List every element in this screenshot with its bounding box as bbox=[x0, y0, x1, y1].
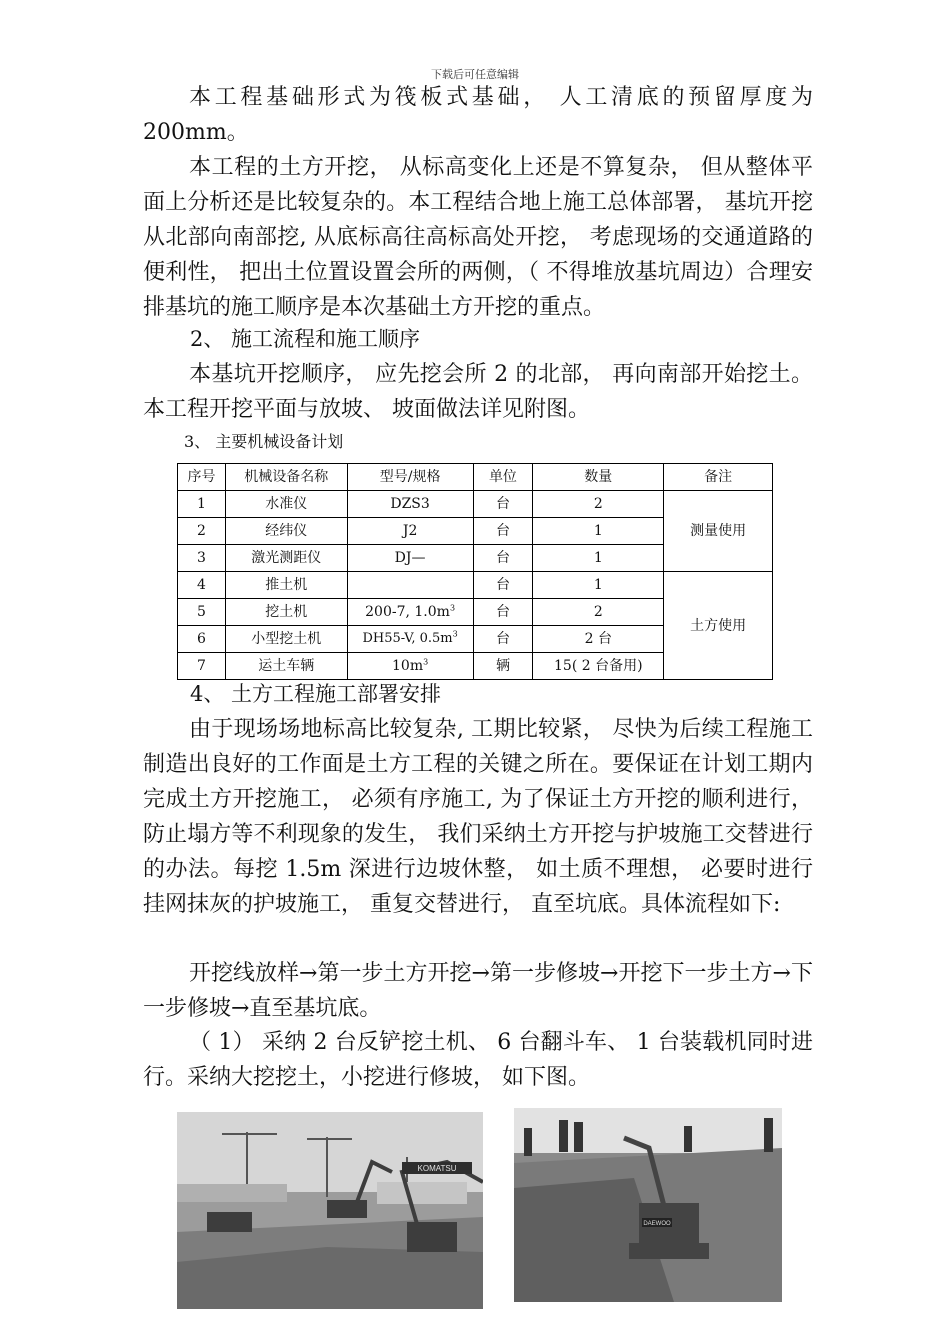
cell-model: J2 bbox=[347, 518, 473, 545]
cell-name: 水准仪 bbox=[225, 491, 347, 518]
paragraph-process-flow: 开挖线放样→第一步土方开挖→第一步修坡→开挖下一步土方→下一步修坡→直至基坑底。 bbox=[143, 961, 813, 1021]
col-header-no: 序号 bbox=[178, 464, 226, 491]
cell-remark-earthwork: 土方使用 bbox=[664, 572, 773, 680]
cell-name: 激光测距仪 bbox=[225, 545, 347, 572]
cell-qty: 2 bbox=[533, 599, 664, 626]
cell-no: 2 bbox=[178, 518, 226, 545]
paragraph-excavation-order: 本基坑开挖顺序， 应先挖会所 2 的北部， 再向南部开始挖土。本工程开挖平面与放坡、 坡面做法详见附图。 bbox=[143, 362, 813, 422]
heading-earthwork-deployment: 4、 土方工程施工部署安排 bbox=[190, 682, 442, 706]
table-row bbox=[178, 572, 773, 599]
cell-no: 5 bbox=[178, 599, 226, 626]
cell-no: 7 bbox=[178, 653, 226, 680]
cell-unit: 台 bbox=[473, 545, 533, 572]
col-header-unit: 单位 bbox=[473, 464, 533, 491]
cell-name: 经纬仪 bbox=[225, 518, 347, 545]
col-header-remark: 备注 bbox=[664, 464, 773, 491]
cell-unit: 辆 bbox=[473, 653, 533, 680]
cell-model: 200-7, $1.0m^3$ bbox=[347, 599, 473, 626]
daewoo-logo: DAEWOO bbox=[643, 1221, 671, 1227]
cell-no: 1 bbox=[178, 491, 226, 518]
cell-model: DZS3 bbox=[347, 491, 473, 518]
cell-model bbox=[347, 572, 473, 599]
cell-qty: 1 bbox=[533, 545, 664, 572]
cell-no: 3 bbox=[178, 545, 226, 572]
paragraph-foundation: 本工程基础形式为筏板式基础， 人工清底的预留厚度为200mm。 bbox=[143, 85, 813, 145]
cell-qty: 1 bbox=[533, 518, 664, 545]
cell-qty: 1 bbox=[533, 572, 664, 599]
cell-qty: 2 台 bbox=[533, 626, 664, 653]
cell-unit: 台 bbox=[473, 626, 533, 653]
page-header: 下载后可任意编辑 bbox=[431, 68, 519, 81]
cell-name: 运土车辆 bbox=[225, 653, 347, 680]
cell-unit: 台 bbox=[473, 491, 533, 518]
cell-unit: 台 bbox=[473, 518, 533, 545]
cell-name: 挖土机 bbox=[225, 599, 347, 626]
cell-model: DH55-V, $0.5m^3$ bbox=[347, 626, 473, 653]
cell-name: 推土机 bbox=[225, 572, 347, 599]
excavation-site-photo-right bbox=[514, 1108, 782, 1302]
table-row bbox=[178, 491, 773, 518]
cell-qty: 15( 2 台备用) bbox=[533, 653, 664, 680]
paragraph-excavation-overview: 本工程的土方开挖， 从标高变化上还是不算复杂， 但从整体平面上分析还是比较复杂的。本工程结合地上施工总体部署， 基坑开挖从北部向南部挖, 从底标高往高标高处开挖， 考虑现场的交通道路的便利性， 把出土位置设置会所的两侧，（ 不得堆放基坑周边）合理安排基坑的施工顺序是本次基础土方开挖的重点。 bbox=[143, 155, 813, 320]
col-header-name: 机械设备名称 bbox=[225, 464, 347, 491]
cell-qty: 2 bbox=[533, 491, 664, 518]
cell-name: 小型挖土机 bbox=[225, 626, 347, 653]
paragraph-equipment-use: （ 1） 采纳 2 台反铲挖土机、 6 台翻斗车、 1 台装载机同时进行。采纳大挖挖土，小挖进行修坡， 如下图。 bbox=[143, 1030, 813, 1090]
paragraph-deployment-details: 由于现场场地标高比较复杂, 工期比较紧， 尽快为后续工程施工制造出良好的工作面是土方工程的关键之所在。要保证在计划工期内完成土方开挖施工， 必须有序施工, 为了保证土方开挖的顺利进行， 防止塌方等不利现象的发生， 我们采纳土方开挖与护坡施工交替进行的办法。每挖 1.5m 深进行边坡休整， 如土质不理想， 必要时进行挂网抹灰的护坡施工， 重复交替进行， 直至坑底。具体流程如下: bbox=[143, 717, 813, 917]
excavation-site-photo-left bbox=[177, 1112, 483, 1309]
cell-no: 6 bbox=[178, 626, 226, 653]
cell-unit: 台 bbox=[473, 599, 533, 626]
cell-remark-survey: 测量使用 bbox=[664, 491, 773, 572]
cell-model: DJ— bbox=[347, 545, 473, 572]
col-header-qty: 数量 bbox=[533, 464, 664, 491]
heading-construction-flow: 2、 施工流程和施工顺序 bbox=[190, 327, 421, 351]
cell-model: $10m^3$ bbox=[347, 653, 473, 680]
cell-no: 4 bbox=[178, 572, 226, 599]
komatsu-logo: KOMATSU bbox=[417, 1164, 457, 1173]
table-header-row bbox=[178, 464, 773, 491]
cell-unit: 台 bbox=[473, 572, 533, 599]
heading-equipment-plan: 3、 主要机械设备计划 bbox=[184, 432, 344, 451]
col-header-model: 型号/规格 bbox=[347, 464, 473, 491]
equipment-table bbox=[177, 463, 773, 680]
